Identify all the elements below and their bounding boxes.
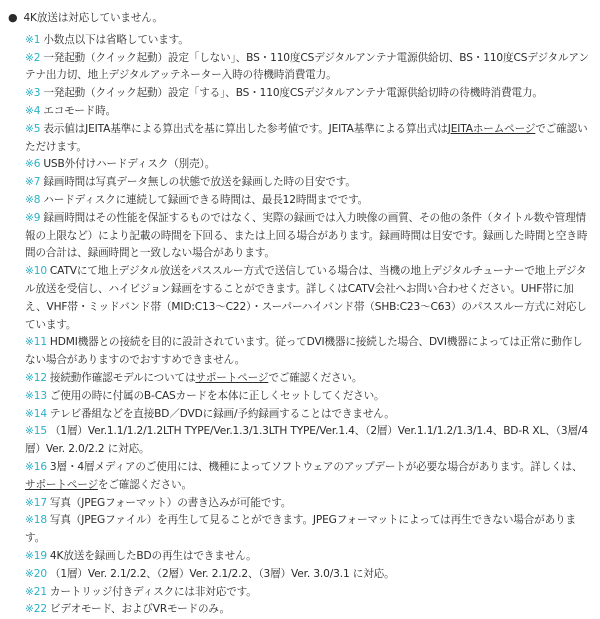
footnote-text: ハードディスクに連続して録画できる時間は、最長12時間までです。 [43,193,369,206]
footnote-text: テレビ番組などを直接BD／DVDに録画/予約録画することはできません。 [49,407,395,420]
footnote-17 [25,495,590,513]
footnote-text: 写真（JPEGファイル）を再生して見ることができます。JPEGフォーマットによっては再生できない場合があります。 [25,514,576,545]
footnote-mark: ※20 [25,567,47,580]
footnote-15 [25,423,590,459]
jeita-homepage-link[interactable]: JEITAホームページ [447,122,536,135]
footnote-mark: ※9 [25,211,41,224]
footnote-text: 3層・4層メディアのご使用には、機種によってソフトウェアのアップデートが必要な場合があります。詳しくは、 [49,460,583,473]
footnote-mark: ※11 [25,336,47,349]
footnote-text: 録画時間は写真データ無しの状態で放送を録画した時の目安です。 [43,176,356,189]
footnote-11 [25,334,590,370]
footnote-22 [25,601,590,619]
footnote-mark: ※6 [25,158,41,171]
footnote-6 [25,156,590,174]
bullet-icon: ● [8,11,18,24]
footnote-mark: ※16 [25,460,47,473]
footnote-mark: ※18 [25,514,47,527]
footnote-text-after: でご確認ください。 [268,371,363,384]
footnote-mark: ※15 [25,425,47,438]
footnote-5 [25,121,590,157]
footnote-mark: ※8 [25,193,41,206]
footnote-text: （1層）Ver. 2.1/2.2、（2層）Ver. 2.1/2.2、（3層）Ver. 3.0/3.1 に対応。 [49,567,395,580]
footnote-12 [25,370,590,388]
footnote-3 [25,85,590,103]
footnote-text: カートリッジ付きディスクには非対応です。 [49,585,257,598]
footnote-text: 4K放送を録画したBDの再生はできません。 [49,549,257,562]
header-note-text: 4K放送は対応していません。 [23,12,163,24]
footnote-text-after: をご確認ください。 [97,478,192,491]
footnote-7 [25,174,590,192]
footnote-10 [25,263,590,334]
footnote-2 [25,50,590,86]
footnote-text: 写真（JPEGフォーマット）の書き込みが可能です。 [49,496,292,509]
footnote-4 [25,103,590,121]
footnote-19 [25,548,590,566]
footnote-text-after: でご確認いただけます。 [25,122,588,153]
footnote-20 [25,566,590,584]
footnote-text: ビデオモード、およびVRモードのみ。 [49,603,230,616]
footnote-mark: ※13 [25,389,47,402]
footnote-mark: ※17 [25,496,47,509]
footnote-text: CATVにて地上デジタル放送をパススルー方式で送信している場合は、当機の地上デジタルチューナーで地上デジタル放送を受信し、ハイビジョン録画をすることができます。詳しくはCATV会社へお問い合わせください。UHF帯に加え、VHF帯・ミッドバンド帯（MID:C13〜C22）・スーパーハイバンド帯（SHB:C23〜C63）のパススルー方式に対応しています。 [25,265,587,331]
footnote-text: エコモード時。 [43,104,117,117]
footnote-21 [25,584,590,602]
footnote-text: 一発起動（クイック起動）設定「しない」、BS・110度CSデジタルアンテナ電源供給切、BS・110度CSデジタルアンテナ出力切、地上デジタルアッテネーター入時の待機時消費電力。 [25,51,589,82]
support-page-link[interactable]: サポートページ [195,371,269,384]
footnote-mark: ※19 [25,549,47,562]
footnote-13 [25,388,590,406]
footnote-text: HDMI機器との接続を目的に設計されています。従ってDVI機器に接続した場合、DVI機器によっては正常に動作しない場合がありますのでおすすめできません。 [25,336,583,367]
header-note [8,9,590,28]
footnote-mark: ※10 [25,265,47,278]
footnote-mark: ※4 [25,104,41,117]
support-page-link[interactable]: サポートページ [25,478,98,491]
footnote-mark: ※7 [25,176,41,189]
footnote-text: USB外付けハードディスク（別売）。 [43,158,216,171]
footnote-text: ご使用の時に付属のB-CASカードを本体に正しくセットしてください。 [49,389,385,402]
footnote-text: 表示値はJEITA基準による算出式を基に算出した参考値です。JEITA基準による算出式は [43,122,448,135]
footnote-9 [25,210,590,263]
footnote-mark: ※2 [25,51,41,64]
footnote-text: （1層）Ver.1.1/1.2/1.2LTH TYPE/Ver.1.3/1.3LTH TYPE/Ver.1.4、（2層）Ver.1.1/1.2/1.3/1.4、BD-R XL、（3層/4層）Ver. 2.0/2.2 に対応。 [25,425,588,456]
footnote-1 [25,32,590,50]
footnote-mark: ※5 [25,122,41,135]
footnote-text: 小数点以下は省略しています。 [43,33,189,46]
footnote-18 [25,512,590,548]
footnote-mark: ※14 [25,407,47,420]
footnote-mark: ※1 [25,33,41,46]
footnote-text: 一発起動（クイック起動）設定「する」、BS・110度CSデジタルアンテナ電源供給切時の待機時消費電力。 [43,87,543,100]
footnote-mark: ※3 [25,87,41,100]
footnote-text: 接続動作確認モデルについては [49,371,196,384]
footnote-mark: ※12 [25,371,47,384]
footnote-mark: ※22 [25,603,47,616]
footnote-text: 録画時間はその性能を保証するものではなく、実際の録画では入力映像の画質、その他の条件（タイトル数や管理情報の上限など）により記載の時間を下回る、または上回る場合があります。録画時間は目安です。録画した時間と空き時間の合計は、録画時間と一致しない場合があります。 [25,211,588,260]
footnote-16 [25,459,590,495]
footnote-8 [25,192,590,210]
footnote-14 [25,406,590,424]
footnote-mark: ※21 [25,585,47,598]
